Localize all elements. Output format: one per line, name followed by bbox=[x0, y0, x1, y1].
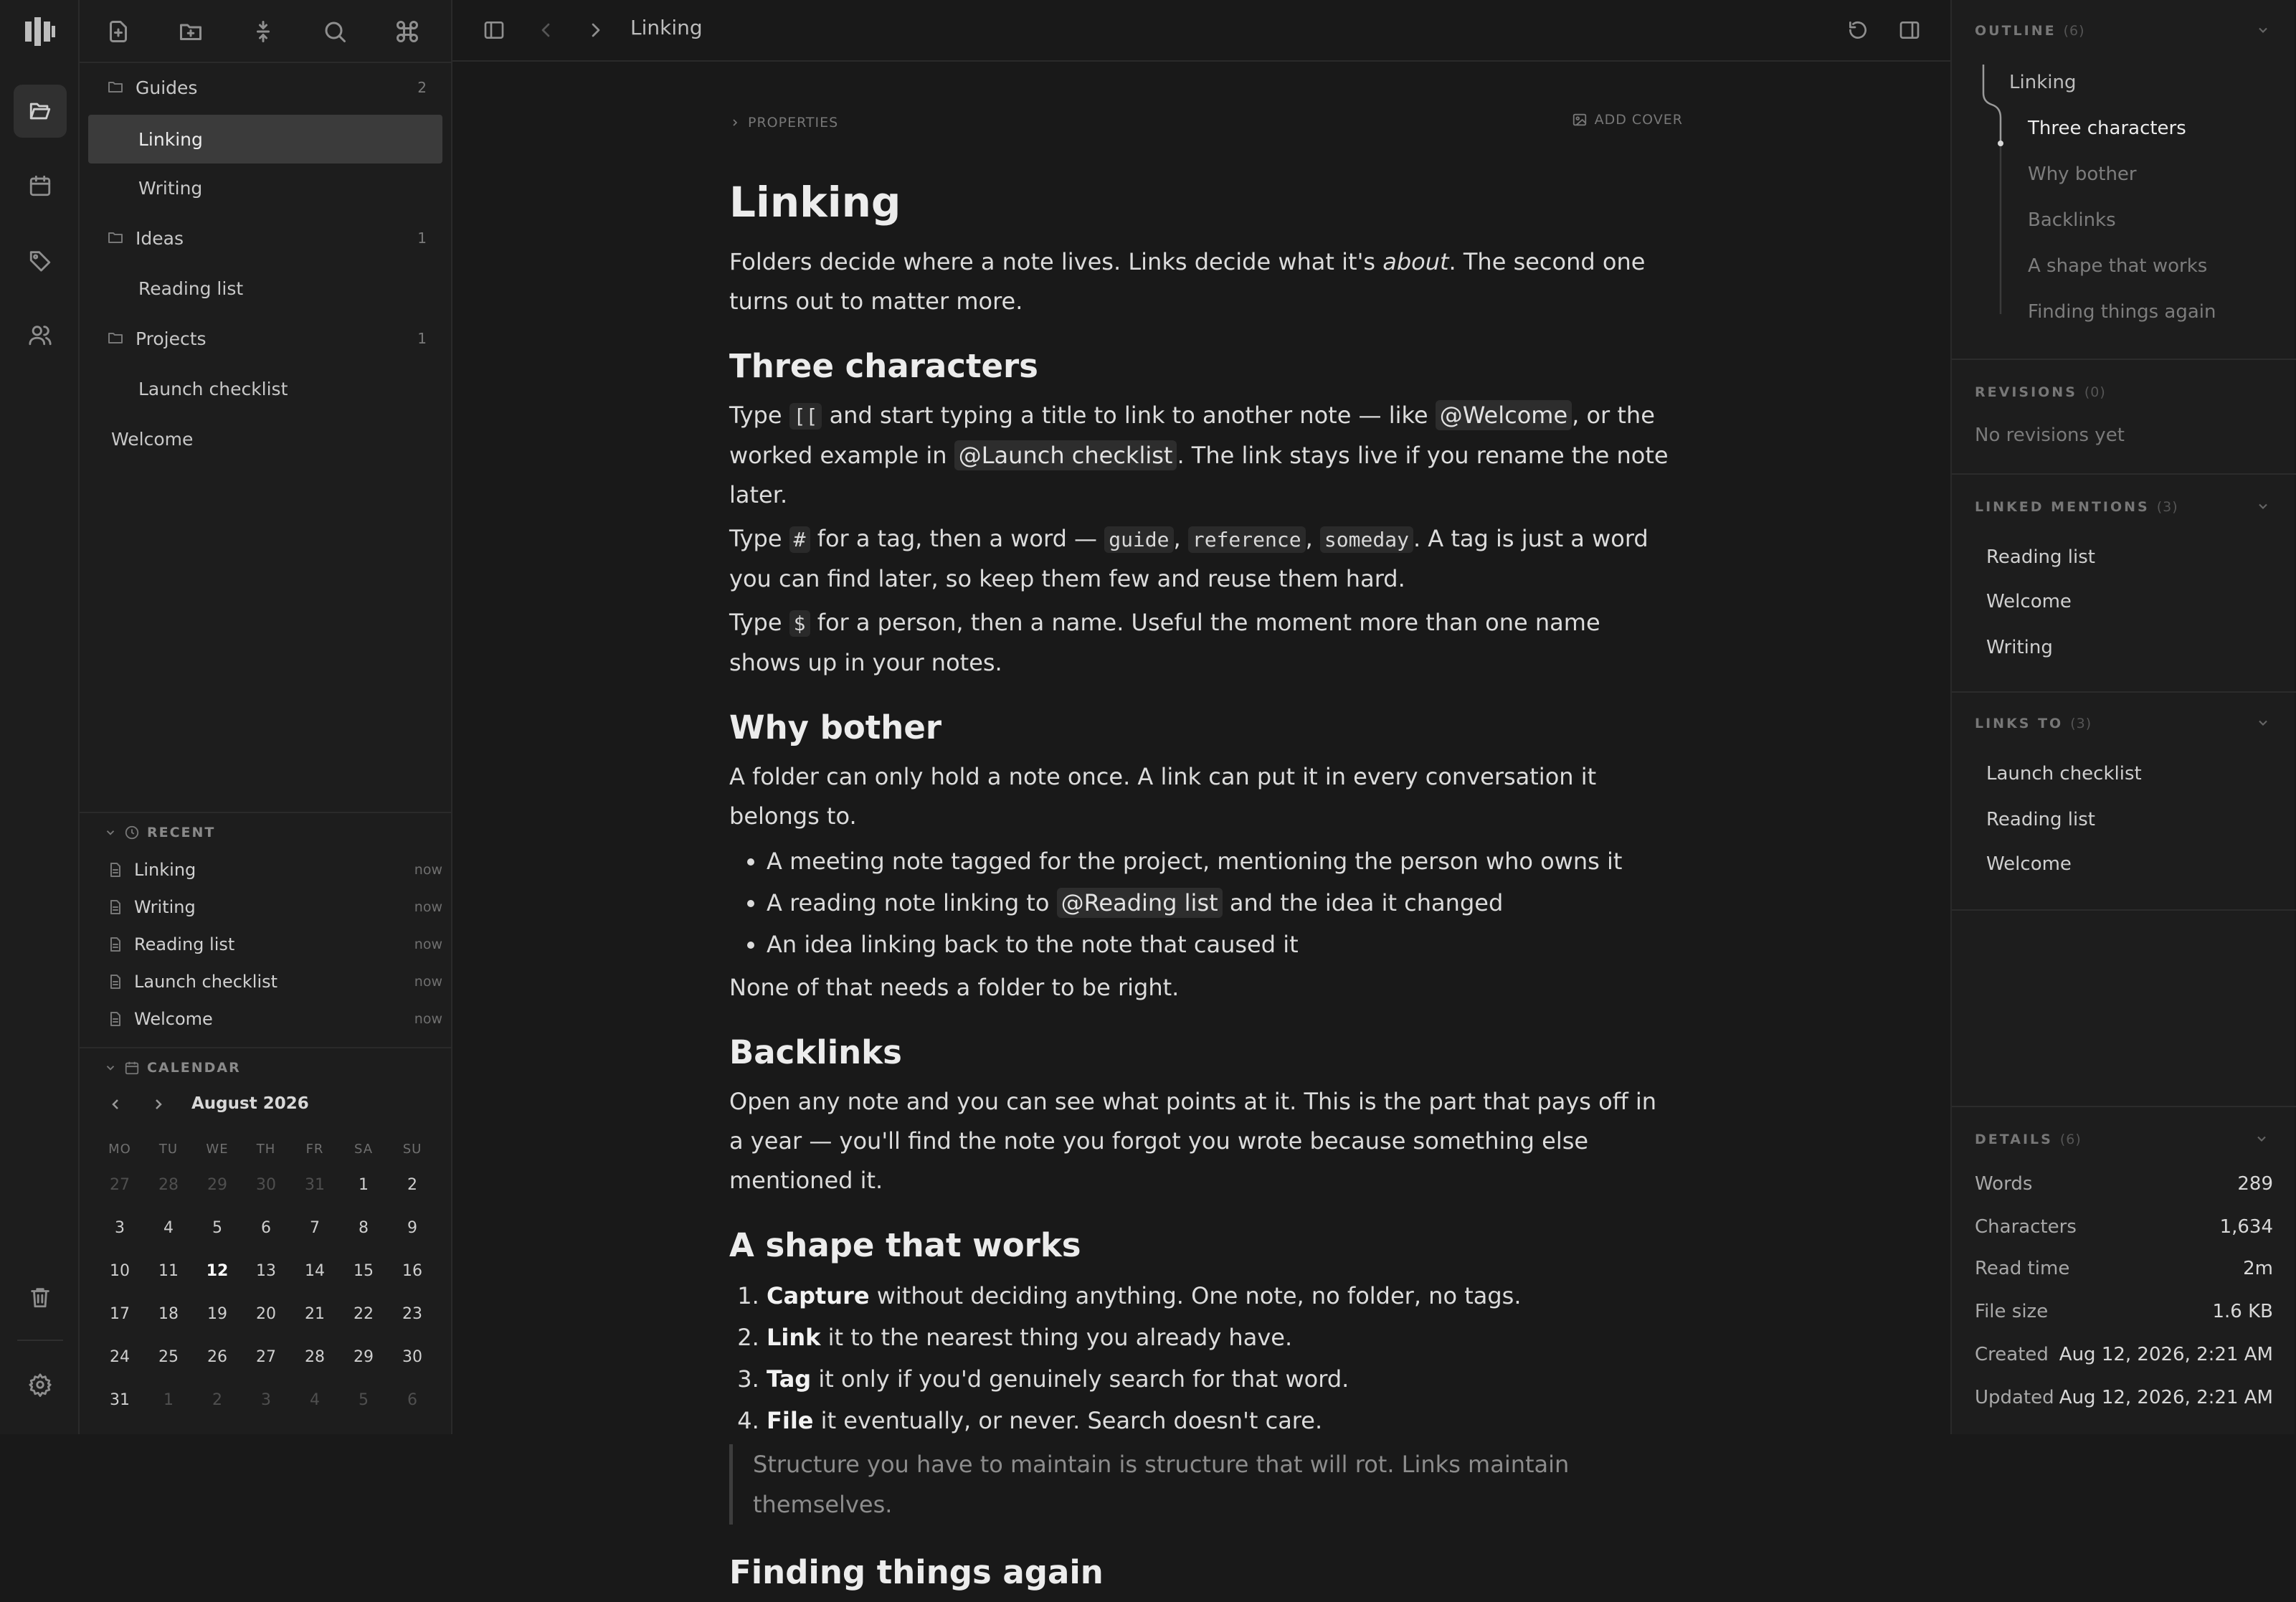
detail-row-read-time: Read time 2m bbox=[1975, 1258, 2273, 1279]
intro-paragraph: Folders decide where a note lives. Links decide what it's about. The second one turns out to matter more. bbox=[729, 247, 1646, 315]
list-item: 2. Link it to the nearest thing you already have. bbox=[767, 1317, 1669, 1358]
recent-item[interactable] bbox=[104, 888, 442, 926]
recent-label: Linking bbox=[134, 860, 196, 880]
blockquote: Structure you have to maintain is structure that will rot. Links maintain themselves. bbox=[729, 1444, 1669, 1525]
new-folder-icon bbox=[178, 19, 204, 44]
tree-note-writing[interactable] bbox=[88, 163, 442, 212]
tag-code: guide bbox=[1104, 526, 1173, 553]
calendar-weekday: TU bbox=[158, 1142, 179, 1157]
chevron-down-icon bbox=[104, 826, 117, 839]
calendar-day[interactable]: 5 bbox=[212, 1219, 222, 1237]
tag-code: reference bbox=[1188, 526, 1306, 553]
tree-label: Writing bbox=[138, 177, 203, 199]
chevron-down-icon[interactable] bbox=[2254, 1132, 2269, 1146]
chevron-right-icon bbox=[150, 1096, 167, 1113]
details-header[interactable]: DETAILS (6) bbox=[1975, 1132, 2082, 1147]
sidebar bbox=[80, 0, 452, 1434]
inline-code: # bbox=[789, 526, 810, 553]
calendar-weekday: MO bbox=[108, 1142, 131, 1157]
calendar-day[interactable]: 4 bbox=[163, 1219, 174, 1237]
recent-header[interactable] bbox=[104, 825, 215, 840]
editor-topbar bbox=[452, 0, 1950, 62]
calendar-day[interactable]: 14 bbox=[305, 1262, 325, 1280]
outline-item[interactable]: Backlinks bbox=[2028, 209, 2116, 231]
calendar-day[interactable]: 8 bbox=[359, 1219, 369, 1237]
calendar-day[interactable]: 25 bbox=[158, 1348, 179, 1366]
trash-icon bbox=[28, 1285, 52, 1309]
toggle-right-panel-button[interactable] bbox=[1898, 19, 1921, 42]
calendar-day[interactable]: 11 bbox=[158, 1262, 179, 1280]
recent-label: Welcome bbox=[134, 1009, 213, 1029]
linked-mention-item[interactable]: Writing bbox=[1986, 637, 2053, 658]
collapse-all-button[interactable] bbox=[246, 14, 280, 49]
rail-notes[interactable] bbox=[14, 85, 67, 138]
search-button[interactable] bbox=[318, 14, 352, 49]
detail-row-updated: Updated Aug 12, 2026, 2:21 AM bbox=[1975, 1387, 2273, 1408]
outline-header[interactable]: OUTLINE (6) bbox=[1975, 23, 2085, 39]
history-button[interactable] bbox=[1846, 19, 1869, 42]
calendar-day[interactable]: 23 bbox=[402, 1305, 422, 1323]
recent-item[interactable] bbox=[104, 963, 442, 1000]
links-to-item[interactable]: Reading list bbox=[1986, 809, 2095, 830]
history-icon bbox=[1846, 19, 1869, 42]
tree-folder-projects[interactable] bbox=[88, 314, 442, 363]
tree-folder-ideas[interactable] bbox=[88, 214, 442, 262]
right-panel bbox=[1950, 0, 2295, 1434]
new-note-icon bbox=[105, 19, 131, 44]
calendar-day[interactable]: 1 bbox=[163, 1391, 174, 1409]
linked-mentions-header[interactable]: LINKED MENTIONS (3) bbox=[1975, 499, 2178, 515]
chevron-down-icon[interactable] bbox=[2256, 716, 2270, 730]
outline-item-active[interactable]: Three characters bbox=[2028, 118, 2186, 139]
new-note-button[interactable] bbox=[101, 14, 136, 49]
calendar-day[interactable]: 10 bbox=[110, 1262, 130, 1280]
tree-label: Projects bbox=[136, 328, 207, 349]
tree-note-launch-checklist[interactable] bbox=[88, 364, 442, 413]
paragraph: None of that needs a folder to be right. bbox=[729, 973, 1180, 1001]
calendar-day[interactable]: 29 bbox=[354, 1348, 374, 1366]
toggle-sidebar-button[interactable] bbox=[483, 19, 506, 42]
chevron-down-icon[interactable] bbox=[2256, 23, 2270, 37]
calendar-weekday: SU bbox=[402, 1142, 422, 1157]
command-icon bbox=[394, 19, 420, 44]
calendar-day[interactable]: 2 bbox=[407, 1176, 417, 1194]
recent-title: RECENT bbox=[147, 825, 216, 840]
links-to-section bbox=[1952, 693, 2296, 911]
calendar-day[interactable]: 28 bbox=[305, 1348, 325, 1366]
chevron-right-icon bbox=[584, 19, 607, 42]
linked-mention-item[interactable]: Welcome bbox=[1986, 591, 2072, 612]
tree-label: Reading list bbox=[138, 278, 244, 299]
linked-mentions-section bbox=[1952, 475, 2296, 693]
calendar-icon bbox=[28, 174, 52, 198]
bullet-list bbox=[767, 840, 1669, 965]
document-icon bbox=[107, 899, 124, 916]
heading-why-bother: Why bother bbox=[729, 708, 942, 747]
folder-icon bbox=[107, 329, 124, 346]
outline-item[interactable]: Finding things again bbox=[2028, 301, 2216, 323]
calendar-day[interactable]: 12 bbox=[206, 1262, 229, 1280]
outline-item[interactable]: Why bother bbox=[2028, 163, 2137, 185]
tree-count: 2 bbox=[417, 79, 427, 96]
image-icon bbox=[1572, 112, 1588, 128]
document-icon bbox=[107, 936, 124, 953]
list-item: 1. Capture without deciding anything. One note, no folder, no tags. bbox=[767, 1275, 1669, 1317]
add-cover-button[interactable] bbox=[1572, 112, 1683, 128]
calendar-month: August 2026 bbox=[191, 1094, 309, 1113]
chevron-down-icon[interactable] bbox=[2256, 499, 2270, 513]
outline-item[interactable]: Linking bbox=[2009, 72, 2077, 93]
app-logo-icon[interactable] bbox=[25, 17, 55, 46]
forward-button[interactable] bbox=[584, 19, 607, 42]
mention-link[interactable]: @Launch checklist bbox=[954, 440, 1177, 470]
detail-row-characters: Characters 1,634 bbox=[1975, 1216, 2273, 1238]
recent-item[interactable] bbox=[104, 1000, 442, 1038]
calendar-day[interactable]: 31 bbox=[110, 1391, 130, 1409]
clock-icon bbox=[124, 825, 140, 840]
note-title: Linking bbox=[729, 178, 901, 227]
outline-section bbox=[1952, 0, 2296, 360]
tree-count: 1 bbox=[417, 330, 427, 347]
calendar-day[interactable]: 27 bbox=[110, 1176, 130, 1194]
recent-label: Reading list bbox=[134, 934, 235, 954]
paragraph: Open any note and you can see what points at it. This is the part that pays off in a year — you'll find the note you forgot you wrote because something else mentioned it. bbox=[729, 1087, 1657, 1194]
calendar-day[interactable]: 3 bbox=[261, 1391, 271, 1409]
properties-label: PROPERTIES bbox=[748, 115, 839, 131]
calendar-title: CALENDAR bbox=[147, 1060, 241, 1076]
paragraph: A folder can only hold a note once. A link can put it in every conversation it belongs to. bbox=[729, 762, 1597, 830]
collapse-icon bbox=[250, 19, 276, 44]
outline-tree-lines bbox=[1980, 65, 2002, 316]
list-item: • An idea linking back to the note that caused it bbox=[767, 924, 1669, 965]
recent-label: Launch checklist bbox=[134, 972, 278, 992]
calendar-day[interactable]: 29 bbox=[207, 1176, 227, 1194]
folder-icon bbox=[107, 229, 124, 246]
note-breadcrumb: Linking bbox=[630, 16, 703, 39]
heading-three-characters: Three characters bbox=[729, 346, 1038, 385]
calendar-day[interactable]: 5 bbox=[359, 1391, 369, 1409]
recent-item[interactable] bbox=[104, 851, 442, 888]
calendar-day[interactable]: 1 bbox=[359, 1176, 369, 1194]
calendar-day[interactable]: 30 bbox=[402, 1348, 422, 1366]
document-icon bbox=[107, 973, 124, 990]
tree-label: Welcome bbox=[111, 428, 194, 450]
tree-folder-guides[interactable] bbox=[88, 63, 442, 112]
calendar-prev-button[interactable] bbox=[107, 1096, 124, 1113]
revisions-header: REVISIONS (0) bbox=[1975, 384, 2106, 400]
properties-toggle[interactable] bbox=[729, 115, 838, 131]
chevron-left-icon bbox=[107, 1096, 124, 1113]
tree-label: Guides bbox=[136, 77, 198, 98]
rail-tags[interactable] bbox=[14, 234, 67, 287]
links-to-item[interactable]: Launch checklist bbox=[1986, 763, 2142, 785]
add-cover-label: ADD COVER bbox=[1594, 112, 1683, 128]
calendar-day[interactable]: 6 bbox=[261, 1219, 271, 1237]
sidebar-icon bbox=[483, 19, 506, 42]
numbered-list bbox=[767, 1275, 1669, 1441]
calendar-header[interactable] bbox=[104, 1060, 241, 1076]
tag-icon bbox=[28, 248, 52, 272]
tree-note-reading-list[interactable] bbox=[88, 264, 442, 313]
paragraph: Type # for a tag, then a word — guide , reference , someday . A tag is just a word you can find later, so keep them few and reuse them hard. bbox=[729, 524, 1649, 592]
command-palette-button[interactable] bbox=[390, 14, 424, 49]
app-rail bbox=[0, 0, 80, 1434]
rail-divider bbox=[17, 1340, 63, 1341]
folder-icon bbox=[107, 78, 124, 95]
editor bbox=[452, 63, 1950, 1591]
calendar-day[interactable]: 17 bbox=[110, 1305, 130, 1323]
search-icon bbox=[322, 19, 348, 44]
rail-trash[interactable] bbox=[14, 1271, 67, 1324]
recent-time: now bbox=[414, 899, 442, 915]
tree-label: Ideas bbox=[136, 227, 184, 249]
rail-calendar[interactable] bbox=[14, 159, 67, 212]
rail-people[interactable] bbox=[14, 308, 67, 361]
chevron-left-icon bbox=[534, 19, 557, 42]
calendar-divider bbox=[80, 1047, 452, 1048]
calendar-day[interactable]: 20 bbox=[256, 1305, 276, 1323]
calendar-next-button[interactable] bbox=[150, 1096, 167, 1113]
recent-time: now bbox=[414, 862, 442, 878]
users-icon bbox=[28, 323, 52, 347]
inline-code: [[ bbox=[789, 403, 822, 430]
list-item: • A reading note linking to @Reading list and the idea it changed bbox=[767, 882, 1669, 924]
gear-icon bbox=[28, 1373, 52, 1397]
links-to-item[interactable]: Welcome bbox=[1986, 853, 2072, 875]
tree-note-welcome[interactable] bbox=[88, 414, 442, 463]
calendar-day[interactable]: 21 bbox=[305, 1305, 325, 1323]
detail-row-words: Words 289 bbox=[1975, 1173, 2273, 1195]
calendar-icon bbox=[124, 1060, 140, 1076]
calendar-day[interactable]: 4 bbox=[310, 1391, 320, 1409]
calendar-day[interactable]: 9 bbox=[407, 1219, 417, 1237]
recent-divider bbox=[80, 812, 452, 813]
calendar-day[interactable]: 3 bbox=[115, 1219, 125, 1237]
right-panel-icon bbox=[1898, 19, 1921, 42]
tree-note-linking[interactable] bbox=[88, 115, 442, 163]
detail-row-file-size: File size 1.6 KB bbox=[1975, 1301, 2273, 1322]
calendar-day[interactable]: 19 bbox=[207, 1305, 227, 1323]
rail-settings[interactable] bbox=[14, 1358, 67, 1411]
revisions-section bbox=[1952, 360, 2296, 475]
calendar-day[interactable]: 13 bbox=[256, 1262, 276, 1280]
tag-code: someday bbox=[1320, 526, 1413, 553]
calendar-day[interactable]: 15 bbox=[354, 1262, 374, 1280]
calendar-day[interactable]: 28 bbox=[158, 1176, 179, 1194]
links-to-header[interactable]: LINKS TO (3) bbox=[1975, 716, 2092, 731]
calendar-day[interactable]: 26 bbox=[207, 1348, 227, 1366]
chevron-right-icon bbox=[729, 117, 741, 128]
heading-finding-things-again: Finding things again bbox=[729, 1553, 1104, 1591]
paragraph: Type [[ and start typing a title to link to another note — like @Welcome , or the worked example in @Launch checklist . The link stays live if you rename the note later. bbox=[729, 401, 1669, 508]
tree-label: Launch checklist bbox=[138, 378, 288, 399]
recent-time: now bbox=[414, 974, 442, 990]
calendar-day[interactable]: 22 bbox=[354, 1305, 374, 1323]
calendar-weekday: WE bbox=[206, 1142, 229, 1157]
calendar-weekday: FR bbox=[305, 1142, 324, 1157]
recent-time: now bbox=[414, 937, 442, 952]
calendar-day[interactable]: 18 bbox=[158, 1305, 179, 1323]
recent-time: now bbox=[414, 1011, 442, 1027]
folder-open-icon bbox=[28, 99, 52, 123]
new-folder-button[interactable] bbox=[174, 14, 208, 49]
heading-backlinks: Backlinks bbox=[729, 1033, 902, 1071]
calendar-day[interactable]: 30 bbox=[256, 1176, 276, 1194]
list-item: • A meeting note tagged for the project, mentioning the person who owns it bbox=[767, 840, 1669, 882]
calendar-day[interactable]: 2 bbox=[212, 1391, 222, 1409]
details-divider bbox=[1952, 1106, 2296, 1107]
linked-mention-item[interactable]: Reading list bbox=[1986, 546, 2095, 568]
mention-link[interactable]: @Reading list bbox=[1057, 888, 1223, 918]
calendar-day[interactable]: 27 bbox=[256, 1348, 276, 1366]
inline-code: $ bbox=[789, 610, 810, 637]
calendar-day[interactable]: 6 bbox=[407, 1391, 417, 1409]
chevron-down-icon bbox=[104, 1061, 117, 1074]
tree-count: 1 bbox=[417, 229, 427, 247]
tree-label: Linking bbox=[138, 128, 203, 150]
revisions-empty: No revisions yet bbox=[1975, 425, 2125, 446]
mention-link[interactable]: @Welcome bbox=[1436, 400, 1572, 430]
calendar-weekday: SA bbox=[354, 1142, 374, 1157]
paragraph: Type $ for a person, then a name. Useful the moment more than one name shows up in your notes. bbox=[729, 608, 1600, 676]
detail-row-created: Created Aug 12, 2026, 2:21 AM bbox=[1975, 1344, 2273, 1365]
recent-label: Writing bbox=[134, 897, 196, 917]
calendar-day[interactable]: 31 bbox=[305, 1176, 325, 1194]
calendar-weekday: TH bbox=[256, 1142, 276, 1157]
list-item: 4. File it eventually, or never. Search doesn't care. bbox=[767, 1400, 1669, 1441]
outline-item[interactable]: A shape that works bbox=[2028, 255, 2208, 277]
list-item: 3. Tag it only if you'd genuinely search for that word. bbox=[767, 1358, 1669, 1400]
calendar-day[interactable]: 16 bbox=[402, 1262, 422, 1280]
document-body[interactable] bbox=[729, 178, 1669, 1602]
back-button[interactable] bbox=[534, 19, 557, 42]
document-icon bbox=[107, 861, 124, 878]
document-icon bbox=[107, 1010, 124, 1028]
calendar-day[interactable]: 24 bbox=[110, 1348, 130, 1366]
heading-a-shape-that-works: A shape that works bbox=[729, 1226, 1081, 1264]
calendar-day[interactable]: 7 bbox=[310, 1219, 320, 1237]
recent-item[interactable] bbox=[104, 926, 442, 963]
